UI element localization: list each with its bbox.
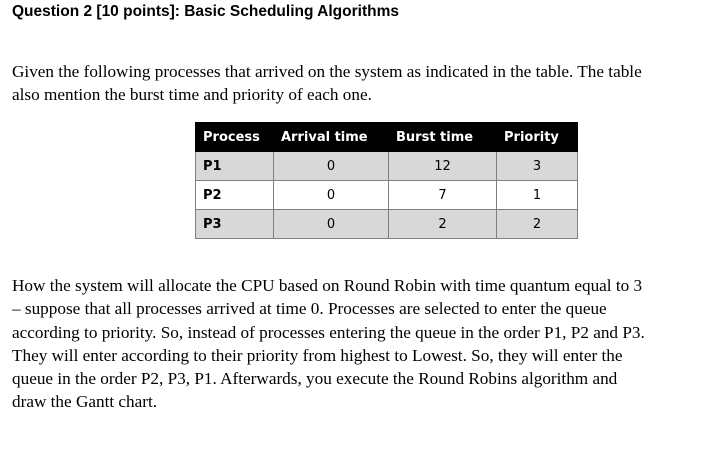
intro-line: also mention the burst time and priority of each one.	[12, 85, 372, 105]
priority-cell: 2	[497, 210, 578, 239]
body-line: They will enter according to their priority from highest to Lowest. So, they will enter the	[12, 345, 623, 365]
table-row	[196, 181, 578, 210]
table-row	[196, 210, 578, 239]
process-cell: P1	[196, 152, 274, 181]
header-priority: Priority	[497, 123, 578, 152]
table-row	[196, 152, 578, 181]
priority-cell: 3	[497, 152, 578, 181]
intro-paragraph	[12, 60, 642, 107]
burst-cell: 2	[389, 210, 497, 239]
arrival-cell: 0	[274, 210, 389, 239]
priority-cell: 1	[497, 181, 578, 210]
burst-cell: 7	[389, 181, 497, 210]
process-cell: P3	[196, 210, 274, 239]
body-line: How the system will allocate the CPU based on Round Robin with time quantum equal to 3	[12, 276, 643, 295]
header-process: Process	[196, 123, 274, 152]
body-line: draw the Gantt chart.	[12, 392, 158, 412]
header-burst-time: Burst time	[389, 123, 497, 152]
intro-line: Given the following processes that arrived on the system as indicated in the table. The table	[12, 62, 642, 81]
arrival-cell: 0	[274, 152, 389, 181]
process-table	[195, 122, 578, 239]
table-header-row	[196, 123, 578, 152]
burst-cell: 12	[389, 152, 497, 181]
body-line: queue in the order P2, P3, P1. Afterwards, you execute the Round Robins algorithm and	[12, 369, 618, 389]
question-heading: Question 2 [10 points]: Basic Scheduling Algorithms	[12, 3, 399, 20]
arrival-cell: 0	[274, 181, 389, 210]
body-line: according to priority. So, instead of processes entering the queue in the order P1, P2 and P3.	[12, 322, 645, 342]
question-body-paragraph	[12, 274, 645, 414]
process-cell: P2	[196, 181, 274, 210]
header-arrival-time: Arrival time	[274, 123, 389, 152]
body-line: – suppose that all processes arrived at time 0. Processes are selected to enter the queue	[12, 299, 607, 319]
